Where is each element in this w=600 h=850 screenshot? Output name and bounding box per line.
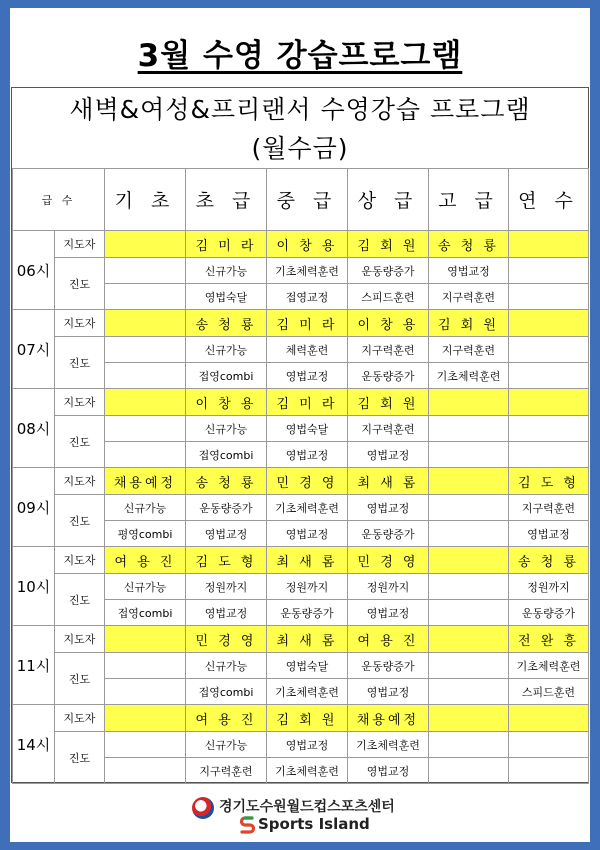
instructor-cell: 김 도 형 [509,468,589,495]
progress-cell: 기초체력훈련 [429,363,509,389]
instructor-cell: 김 미 라 [267,389,348,416]
progress-cell: 운동량증가 [348,653,429,679]
instructor-row [13,389,589,416]
instructor-cell: 송 청 룡 [186,468,267,495]
progress-label: 진도 [55,574,105,626]
time-slot: 08시 [13,389,55,468]
progress-cell: 정원까지 [186,574,267,600]
header-row [13,169,589,231]
progress-cell [429,653,509,679]
instructor-label: 지도자 [55,705,105,732]
program-subtitle: 새벽&여성&프리랜서 수영강습 프로그램 [69,95,531,124]
instructor-cell [509,231,589,258]
progress-cell: 평영combi [105,521,186,547]
progress-cell: 운동량증가 [348,521,429,547]
progress-cell: 기초체력훈련 [267,258,348,284]
progress-cell: 지구력훈련 [348,337,429,363]
progress-cell: 영법교정 [267,363,348,389]
progress-cell [509,337,589,363]
progress-cell: 영법교정 [429,258,509,284]
progress-cell: 영법교정 [509,521,589,547]
progress-cell: 영법교정 [267,732,348,758]
instructor-label: 지도자 [55,547,105,574]
instructor-cell: 송 청 룡 [429,231,509,258]
progress-cell: 영법숙달 [267,416,348,442]
instructor-row [13,626,589,653]
level-header-corner: 급 수 [13,169,105,231]
instructor-cell [429,626,509,653]
instructor-cell: 김 회 원 [267,705,348,732]
progress-cell [429,679,509,705]
progress-cell: 운동량증가 [509,600,589,626]
progress-label: 진도 [55,337,105,389]
progress-cell [509,442,589,468]
progress-cell: 운동량증가 [348,258,429,284]
instructor-cell [105,310,186,337]
progress-cell: 영법교정 [267,521,348,547]
progress-cell [105,284,186,310]
progress-row [13,258,589,284]
level-header: 기 초 [105,169,186,231]
instructor-cell: 김 미 라 [267,310,348,337]
progress-cell: 정원까지 [348,574,429,600]
instructor-cell: 최 새 롬 [267,547,348,574]
instructor-cell: 채용예정 [348,705,429,732]
time-slot: 10시 [13,547,55,626]
instructor-cell: 김 회 원 [348,389,429,416]
progress-cell: 신규가능 [186,337,267,363]
progress-cell: 지구력훈련 [429,337,509,363]
progress-row [13,337,589,363]
progress-cell: 영법교정 [267,442,348,468]
progress-cell: 기초체력훈련 [267,758,348,784]
progress-cell: 신규가능 [186,653,267,679]
organization-name: 경기도수원월드컵스포츠센터 [219,799,395,815]
sports-island-logo-icon [240,816,255,834]
instructor-cell: 이 창 용 [348,310,429,337]
progress-cell [509,416,589,442]
progress-row [13,732,589,758]
instructor-cell [429,468,509,495]
progress-cell [105,363,186,389]
instructor-label: 지도자 [55,389,105,416]
progress-label: 진도 [55,653,105,705]
progress-cell [105,416,186,442]
instructor-cell [509,310,589,337]
soccer-ball-logo [192,797,214,819]
instructor-cell: 김 회 원 [429,310,509,337]
progress-cell: 영법교정 [348,495,429,521]
progress-cell: 체력훈련 [267,337,348,363]
progress-cell [509,363,589,389]
time-slot: 14시 [13,705,55,784]
progress-cell: 운동량증가 [348,363,429,389]
instructor-cell: 최 새 롬 [267,626,348,653]
instructor-cell [509,389,589,416]
progress-cell: 접영교정 [267,284,348,310]
progress-cell: 영법교정 [348,758,429,784]
instructor-cell: 이 창 용 [186,389,267,416]
instructor-cell: 송 청 룡 [186,310,267,337]
instructor-cell [429,389,509,416]
instructor-label: 지도자 [55,468,105,495]
instructor-cell: 김 미 라 [186,231,267,258]
progress-cell [429,600,509,626]
progress-cell: 지구력훈련 [348,416,429,442]
instructor-cell [105,231,186,258]
progress-cell: 스피드훈련 [509,679,589,705]
schedule-table [12,168,589,784]
progress-cell [429,495,509,521]
instructor-cell: 송 청 룡 [509,547,589,574]
instructor-label: 지도자 [55,626,105,653]
instructor-row [13,231,589,258]
progress-cell [105,653,186,679]
progress-cell [105,258,186,284]
progress-cell [509,758,589,784]
instructor-cell [509,705,589,732]
instructor-label: 지도자 [55,231,105,258]
instructor-row [13,547,589,574]
progress-row [13,416,589,442]
progress-cell: 영법숙달 [186,284,267,310]
progress-row [13,574,589,600]
level-header: 고 급 [429,169,509,231]
progress-cell: 접영combi [186,679,267,705]
progress-cell: 접영combi [105,600,186,626]
instructor-cell [429,705,509,732]
progress-cell: 영법교정 [186,521,267,547]
instructor-row [13,705,589,732]
progress-cell: 기초체력훈련 [267,679,348,705]
instructor-row [13,310,589,337]
progress-row [13,653,589,679]
progress-cell: 운동량증가 [186,495,267,521]
progress-cell [105,442,186,468]
instructor-cell: 민 경 영 [348,547,429,574]
instructor-cell [105,626,186,653]
progress-cell: 신규가능 [105,495,186,521]
progress-cell [509,284,589,310]
progress-cell: 기초체력훈련 [267,495,348,521]
progress-cell [105,679,186,705]
progress-cell [509,258,589,284]
progress-cell [429,574,509,600]
instructor-cell [105,389,186,416]
progress-cell: 신규가능 [105,574,186,600]
progress-cell: 영법숙달 [267,653,348,679]
progress-cell [105,758,186,784]
instructor-row [13,468,589,495]
instructor-cell: 여 용 진 [348,626,429,653]
instructor-cell: 김 도 형 [186,547,267,574]
progress-cell: 기초체력훈련 [348,732,429,758]
instructor-cell: 민 경 영 [267,468,348,495]
level-header: 중 급 [267,169,348,231]
time-slot: 11시 [13,626,55,705]
progress-row [13,495,589,521]
progress-label: 진도 [55,258,105,310]
brand-name: Sports Island [258,815,370,833]
progress-cell: 영법교정 [348,442,429,468]
progress-cell: 영법교정 [348,600,429,626]
instructor-cell: 민 경 영 [186,626,267,653]
progress-label: 진도 [55,416,105,468]
progress-cell [105,337,186,363]
instructor-cell: 최 새 롬 [348,468,429,495]
progress-cell [429,758,509,784]
time-slot: 09시 [13,468,55,547]
instructor-cell: 이 창 용 [267,231,348,258]
program-days: (월수금) [251,134,349,163]
progress-cell [105,732,186,758]
progress-cell: 지구력훈련 [509,495,589,521]
time-slot: 06시 [13,231,55,310]
progress-cell [429,521,509,547]
instructor-cell: 여 용 진 [105,547,186,574]
progress-cell: 신규가능 [186,732,267,758]
progress-cell: 영법교정 [348,679,429,705]
level-header: 초 급 [186,169,267,231]
progress-cell: 지구력훈련 [429,284,509,310]
progress-cell: 영법교정 [186,600,267,626]
progress-cell: 접영combi [186,442,267,468]
progress-cell [509,732,589,758]
progress-cell [429,416,509,442]
progress-cell: 신규가능 [186,416,267,442]
progress-label: 진도 [55,495,105,547]
progress-cell [429,442,509,468]
instructor-cell: 김 회 원 [348,231,429,258]
progress-label: 진도 [55,732,105,784]
instructor-cell [429,547,509,574]
progress-cell: 신규가능 [186,258,267,284]
progress-cell: 기초체력훈련 [509,653,589,679]
level-header: 상 급 [348,169,429,231]
instructor-cell: 채용예정 [105,468,186,495]
instructor-cell: 여 용 진 [186,705,267,732]
instructor-label: 지도자 [55,310,105,337]
time-slot: 07시 [13,310,55,389]
page-title: 3월 수영 강습프로그램 [137,38,463,74]
progress-cell: 접영combi [186,363,267,389]
progress-cell: 운동량증가 [267,600,348,626]
instructor-cell [105,705,186,732]
progress-cell: 스피드훈련 [348,284,429,310]
level-header: 연 수 [509,169,589,231]
progress-cell: 정원까지 [267,574,348,600]
instructor-cell: 전 완 흥 [509,626,589,653]
progress-cell [429,732,509,758]
progress-cell: 정원까지 [509,574,589,600]
progress-cell: 지구력훈련 [186,758,267,784]
